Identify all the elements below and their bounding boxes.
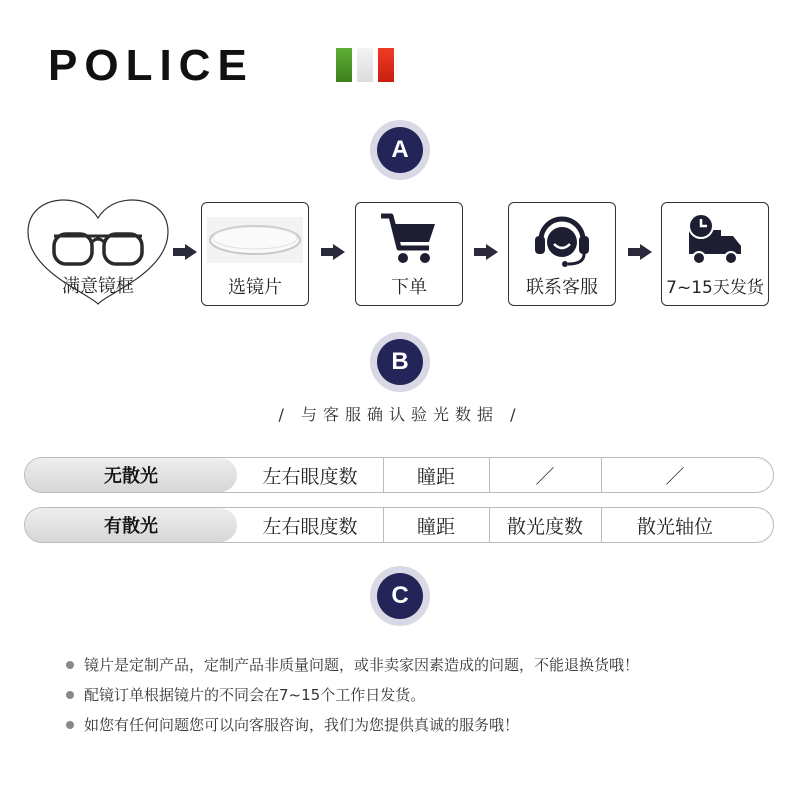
headset-icon <box>509 211 615 269</box>
step-shipping <box>661 202 769 306</box>
section-c-badge: C <box>370 566 430 626</box>
list-item: 配镜订单根据镜片的不同会在7~15个工作日发货。 <box>66 680 786 710</box>
table-row <box>24 507 774 543</box>
list-item: 镜片是定制产品，定制产品非质量问题，或非卖家因素造成的问题，不能退换货哦！ <box>66 650 786 680</box>
table-cell: 散光度数 <box>506 515 583 538</box>
subtitle: / 与客服确认验光数据 / <box>278 405 522 424</box>
table-cell: ／ <box>535 465 555 488</box>
table-cell: ／ <box>665 465 685 488</box>
table-row <box>24 457 774 493</box>
table-cell: 瞳距 <box>416 465 455 488</box>
step-label: 选镜片 <box>228 277 282 298</box>
italian-flag-icon <box>336 48 394 82</box>
cart-icon <box>356 211 462 269</box>
arrow-right-icon <box>173 244 197 260</box>
arrow-right-icon <box>321 244 345 260</box>
notes-list <box>66 650 786 740</box>
arrow-right-icon <box>628 244 652 260</box>
section-a-badge: A <box>370 120 430 180</box>
step-label: 联系客服 <box>526 277 598 298</box>
lens-icon <box>202 211 308 269</box>
bullet-icon <box>66 691 74 699</box>
table-cell: 左右眼度数 <box>262 515 358 538</box>
bullet-icon <box>66 721 74 729</box>
step-lens <box>201 202 309 306</box>
step-label: 满意镜框 <box>62 276 134 297</box>
step-frames <box>24 196 172 308</box>
row-head: 无散光 <box>25 458 237 492</box>
list-item: 如您有任何问题您可以向客服咨询，我们为您提供真诚的服务哦！ <box>66 710 786 740</box>
table-cell: 散光轴位 <box>636 515 713 538</box>
step-label: 下单 <box>391 277 427 298</box>
step-label: 7~15天发货 <box>666 278 764 298</box>
step-order <box>355 202 463 306</box>
row-head: 有散光 <box>25 508 237 542</box>
brand-logo: POLICE <box>48 41 254 90</box>
step-contact <box>508 202 616 306</box>
delivery-truck-icon <box>662 211 768 269</box>
table-cell: 瞳距 <box>416 515 455 538</box>
arrow-right-icon <box>474 244 498 260</box>
bullet-icon <box>66 661 74 669</box>
table-cell: 左右眼度数 <box>262 465 358 488</box>
section-b-badge: B <box>370 332 430 392</box>
